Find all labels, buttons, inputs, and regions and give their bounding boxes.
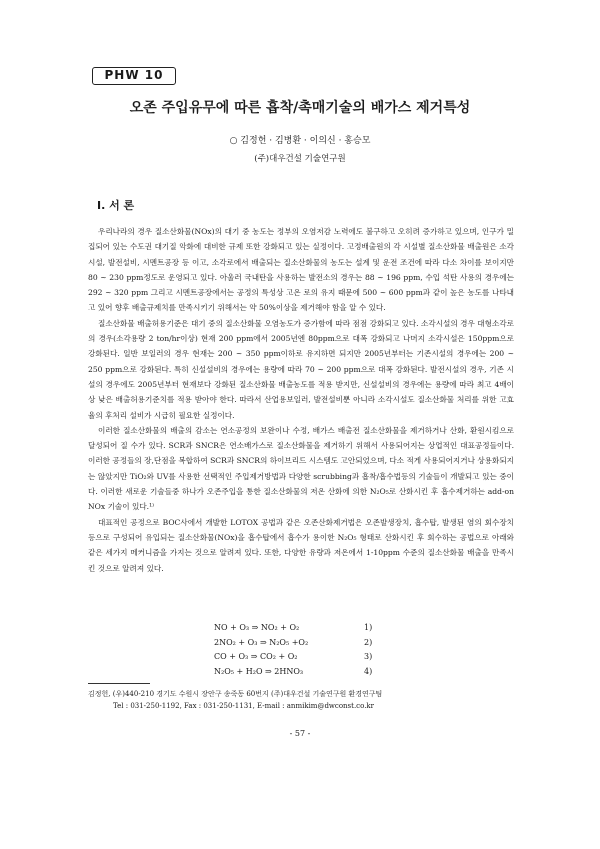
paragraph: 질소산화물 배출허용기준은 대기 중의 질소산화물 오염농도가 증가함에 따라 점점 강화되고 있다. 소각시설의 경우 대형소각로의 경우(소각용량 2 ton/hr이상) 현재 200 ppm에서 2005년엔 80ppm으로 대폭 강화되고 나머지 소각시설은 150ppm으로 강화된다. 일반 보일러의 경우 현재는 200 ~ 350 ppm이하로 유지하면 되지만 2005년부터는 기존시설의 경우에는 200 ~ 250 ppm으로 강화된다. 특히 신설설비의 경우에는 용량에 따라 70 ~ 200 ppm으로 대폭 강화된다. 발전시설의 경우, 기존 시설의 경우에도 2005년부터 현재보다 강화된 질소산화물 배출농도를 적용 받지만, 신설설비의 경우에는 용량에 따라 최고 4배이상 낮은 배출허용기준치를 적용 받아야 한다. 따라서 산업용보일러, 발전설비뿐 아니라 소각시설도 질소산화물 처리를 위한 고효율의 후처리 설비가 시급히 필요한 실정이다. [88,318,514,420]
equation [214,621,374,636]
session-tag: PHW 10 [92,67,176,85]
equation-number: 2) [364,637,373,647]
equation-expr: N₂O₅ + H₂O ⇒ 2HNO₃ [214,666,304,676]
page-number: - 57 - [289,729,311,738]
equation-expr: 2NO₂ + O₃ ⇒ N₂O₅ +O₂ [214,637,309,647]
equation-expr: CO + O₃ ⇒ CO₂ + O₂ [214,652,298,661]
paragraph: 대표적인 공정으로 BOC사에서 개발한 LOTOX 공법과 같은 오존산화제거법은 오존발생장치, 흡수탑, 발생된 염의 회수장치등으로 구성되어 유입되는 질소산화물(NOx)을 흡수탑에서 흡수가 용이한 N₂O₅ 형태로 산화시킨 후 회수하는 공법으로 아래와 같은 세가지 메커니즘을 가지는 것으로 알려져 있다. 또한, 다양한 유량과 저온에서 1-10ppm 수준의 질소산화물 배출을 만족시킨 것으로 알려져 있다. [88,517,514,573]
equation [214,636,374,651]
author-list: ○ 김정헌 · 김병환 · 이의신 · 홍승모 [229,136,371,146]
equation-number: 3) [364,652,373,661]
affiliation: (주)대우건설 기술연구원 [254,154,346,164]
equation-number: 4) [364,666,373,676]
equation-number: 1) [364,623,373,632]
paragraph: 우리나라의 경우 질소산화물(NOx)의 대기 중 농도는 정부의 오염저감 노력에도 불구하고 오히려 증가하고 있으며, 인구가 밀집되어 있는 수도권 대기질 악화에 대비한 규제 또한 강화되고 있는 실정이다. 고정배출원의 각 시설별 질소산화물 배출원은 소각시설, 발전설비, 시멘트공장 등 이고, 소각로에서 배출되는 질소산화물의 농도는 설계 및 운전 조건에 따라 다소 차이를 보이지만 80 ~ 230 ppm정도로 운영되고 있다. 아울러 국내탄을 사용하는 발전소의 경우는 88 ~ 196 ppm, 수입 석탄 사용의 경우에는 292 ~ 320 ppm 그리고 시멘트공장에서는 공정의 특성상 고온 로의 유지 때문에 500 ~ 600 ppm과 같이 높은 농도를 나타내고 있어 향후 배출규제치를 만족시키기 위해서는 약 50%이상을 제거해야 함을 알 수 있다. [88,227,514,313]
equation-expr: NO + O₃ ⇒ NO₂ + O₂ [214,623,300,632]
equation [214,650,374,665]
footnote-contact: Tel : 031-250-1192, Fax : 031-250-1131, E-mail : anmikim@dwconst.co.kr [113,702,375,710]
footnote-address: 김정헌, (우)440-210 경기도 수원시 장안구 송죽동 60번지 (주)대우건설 기술연구원 환경연구팀 [88,690,383,698]
footnote [88,688,518,712]
body-text [88,224,514,576]
equation [214,665,374,680]
equation-list [214,621,374,679]
section-heading: I. 서 론 [97,199,135,212]
footnote-divider [88,683,150,684]
paragraph: 이러한 질소산화물의 배출의 감소는 연소공정의 보완이나 수정, 배가스 배출전 질소산화물을 제거하거나 산화, 환원시킴으로 달성되어 질 수가 있다. SCR과 SNCR은 연소배가스로 질소산화물을 제거하기 위해서 사용되어지는 상업적인 대표공정들이다. 이러한 공정들의 장,단점을 복합하여 SCR과 SNCR의 하이브리드 시스템도 고안되었으며, 다소 적게 사용되어지거나 상용화되지는 않았지만 TiO₂와 UV를 사용한 선택적인 주입제거방법과 다양한 scrubbing과 흡착/흡수법등의 기술들이 개발되고 있는 중이다. 이러한 새로운 기술들중 하나가 오존주입을 통한 질소산화물의 저온 산화에 의한 N₂O₅로 산화시킨 후 흡수제거하는 add-on NOx 기술이 있다.¹⁾ [88,425,514,512]
paper-title: 오존 주입유무에 따른 흡착/촉매기술의 배가스 제거특성 [129,100,471,116]
